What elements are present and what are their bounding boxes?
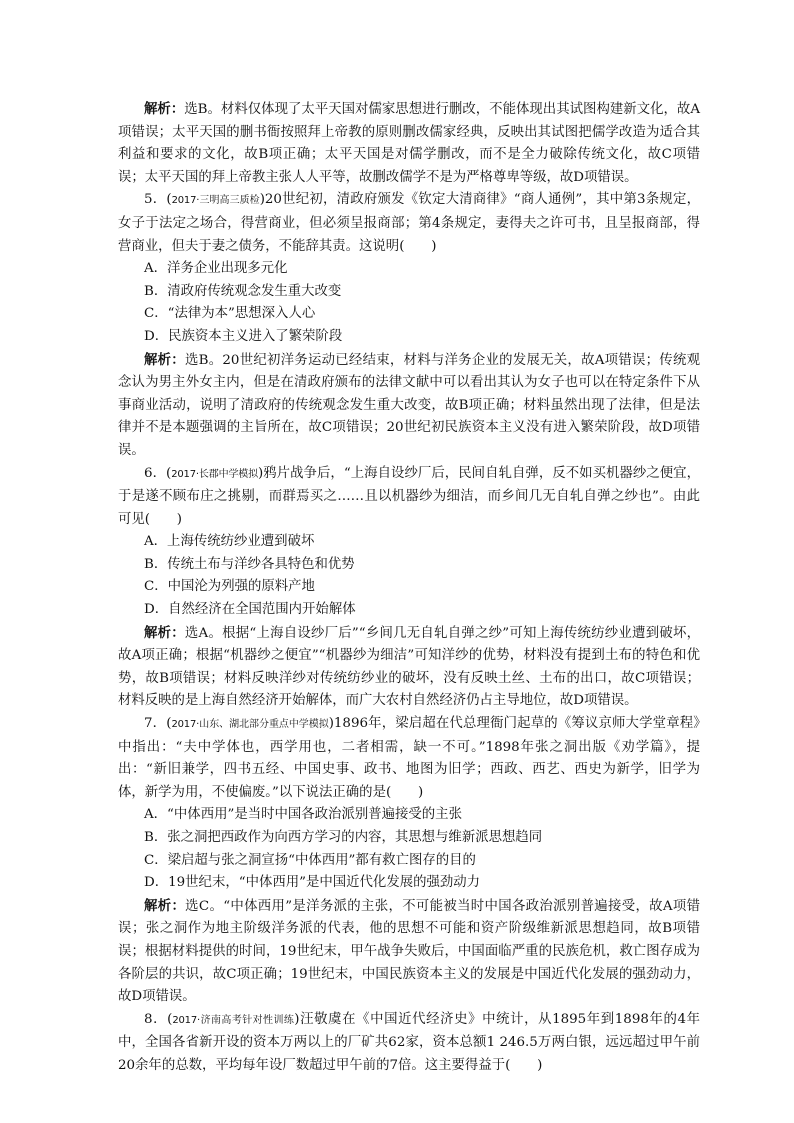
question-text: )20世纪初，清政府颁发《钦定大清商律》“商人通例”，其中第3条规定，女子于法定之场合，得营商业，但必须呈报商部；第4条规定，妻得夫之许可书，且呈报商部，得营商业，但夫于妻之债务，不能辞其责。这说明( ): [118, 192, 700, 254]
question-number: 5．(: [144, 192, 172, 208]
analysis-text: 选C。“中体西用”是洋务派的主张，不可能被当时中国各政治派别普遍接受，故A项错误；张之洞作为地主阶级洋务派的代表，他的思想不可能和资产阶级维新派思想趋同，故B项错误；根据材料提供的时间，19世纪末，甲午战争失败后，中国面临严重的民族危机，救亡图存成为各阶层的共识，故C项正确；19世纪末，中国民族资本主义的发展是中国近代化发展的强劲动力，故D项错误。: [118, 898, 701, 1005]
analysis-label: 解析：: [144, 624, 185, 641]
option-c: C．梁启超与张之洞宣扬“中体西用”都有救亡图存的目的: [144, 852, 476, 868]
question-text: )汪敬虞在《中国近代经济史》中统计，从1895年到1898年的4年中，全国各省新开设的资本万两以上的厂矿共62家，资本总额1 246.5万两白银，远远超过甲午前20余年的总数，平均每年设厂数超过甲午前的7倍。这主要得益于( ): [118, 1011, 700, 1073]
option-a: A．洋务企业出现多元化: [144, 261, 288, 277]
question-source: 2017·长郡中学模拟: [171, 468, 258, 480]
option-a: A．“中体西用”是当时中国各政治派别普遍接受的主张: [144, 807, 462, 823]
question-5-stem: [118, 189, 700, 258]
question-7-stem: [118, 713, 700, 804]
option-d: D．19世纪末，“中体西用”是中国近代化发展的强劲动力: [144, 875, 481, 891]
question-number: 7．(: [144, 716, 172, 732]
question-6-stem: [118, 463, 700, 532]
analysis-paragraph: [118, 349, 700, 463]
question-source: 2017·山东、湖北部分重点中学模拟: [171, 719, 329, 731]
question-8-stem: [118, 1009, 700, 1078]
option-b: B．张之洞把西政作为向西方学习的内容，其思想与维新派思想趋同: [144, 830, 543, 845]
analysis-text: 选A。根据“上海自设纱厂后”“乡间几无自轧自弹之纱”可知上海传统纺纱业遭到破坏，故A项正确；根据“机器纱之便宜”“机器纱为细洁”可知洋纱的优势，材料没有提到土布的特色和优势，故B项错误；材料反映洋纱对传统纺纱业的破坏，没有反映土丝、土布的出口，故C项错误；材料反映的是上海自然经济开始解体，而广大农村自然经济仍占主导地位，故D项错误。: [118, 625, 700, 709]
question-text: )鸦片战争后，“上海自设纱厂后，民间自轧自弹，反不如买机器纱之便宜，于是遂不顾布庄之挑剔，而群焉买之……且以机器纱为细洁，而乡间几无自轧自弹之纱也”。由此可见( ): [118, 465, 701, 527]
option-c: C．“法律为本”思想深入人心: [144, 306, 316, 322]
question-number: 6．(: [144, 465, 172, 481]
option-d: D．自然经济在全国范围内开始解体: [144, 602, 356, 618]
analysis-label: 解析：: [144, 351, 185, 368]
analysis-paragraph: [118, 622, 700, 713]
question-source: 2017·三明高三质检: [171, 195, 260, 207]
analysis-paragraph: [118, 895, 700, 1009]
analysis-label: 解析：: [144, 897, 186, 914]
question-text: )1896年，梁启超在代总理衙门起草的《筹议京师大学堂章程》中指出：“夫中学体也，西学用也，二者相需，缺一不可。”1898年张之洞出版《劝学篇》，提出：“新旧兼学，四书五经、中国史事、政书、地图为旧学；西政、西艺、西史为新学，旧学为体，新学为用，不使偏废。”以下说法正确的是( ): [118, 716, 700, 800]
document-page: [118, 98, 700, 1078]
option-b: B．清政府传统观念发生重大改变: [144, 283, 342, 299]
analysis-text: 选B。20世纪初洋务运动已经结束，材料与洋务企业的发展无关，故A项错误；传统观念认为男主外女主内，但是在清政府颁布的法律文献中可以看出其认为女子也可以在特定条件下从事商业活动，说明了清政府的传统观念发生重大改变，故B项正确；材料虽然出现了法律，但是法律并不是本题强调的主旨所在，故C项错误；20世纪初民族资本主义没有进入繁荣阶段，故D项错误。: [118, 352, 700, 458]
question-source: 2017·济南高考针对性训练: [172, 1014, 295, 1026]
analysis-paragraph: [118, 98, 700, 189]
analysis-text: 选B。材料仅体现了太平天国对儒家思想进行删改，不能体现出其试图构建新文化，故A项错误；太平天国的删书衙按照拜上帝教的原则删改儒家经典，反映出其试图把儒学改造为适合其利益和要求的文化，故B项正确；太平天国是对儒学删改，而不是全力破除传统文化，故C项错误；太平天国的拜上帝教主张人人平等，故删改儒学不是为严格尊卑等级，故D项错误。: [118, 102, 701, 185]
option-b: B．传统土布与洋纱各具特色和优势: [144, 556, 355, 572]
option-c: C．中国沦为列强的原料产地: [144, 579, 315, 595]
option-a: A．上海传统纺纱业遭到破坏: [144, 534, 315, 550]
question-number: 8．(: [144, 1011, 173, 1027]
analysis-label: 解析：: [144, 101, 185, 117]
option-d: D．民族资本主义进入了繁荣阶段: [144, 328, 343, 344]
